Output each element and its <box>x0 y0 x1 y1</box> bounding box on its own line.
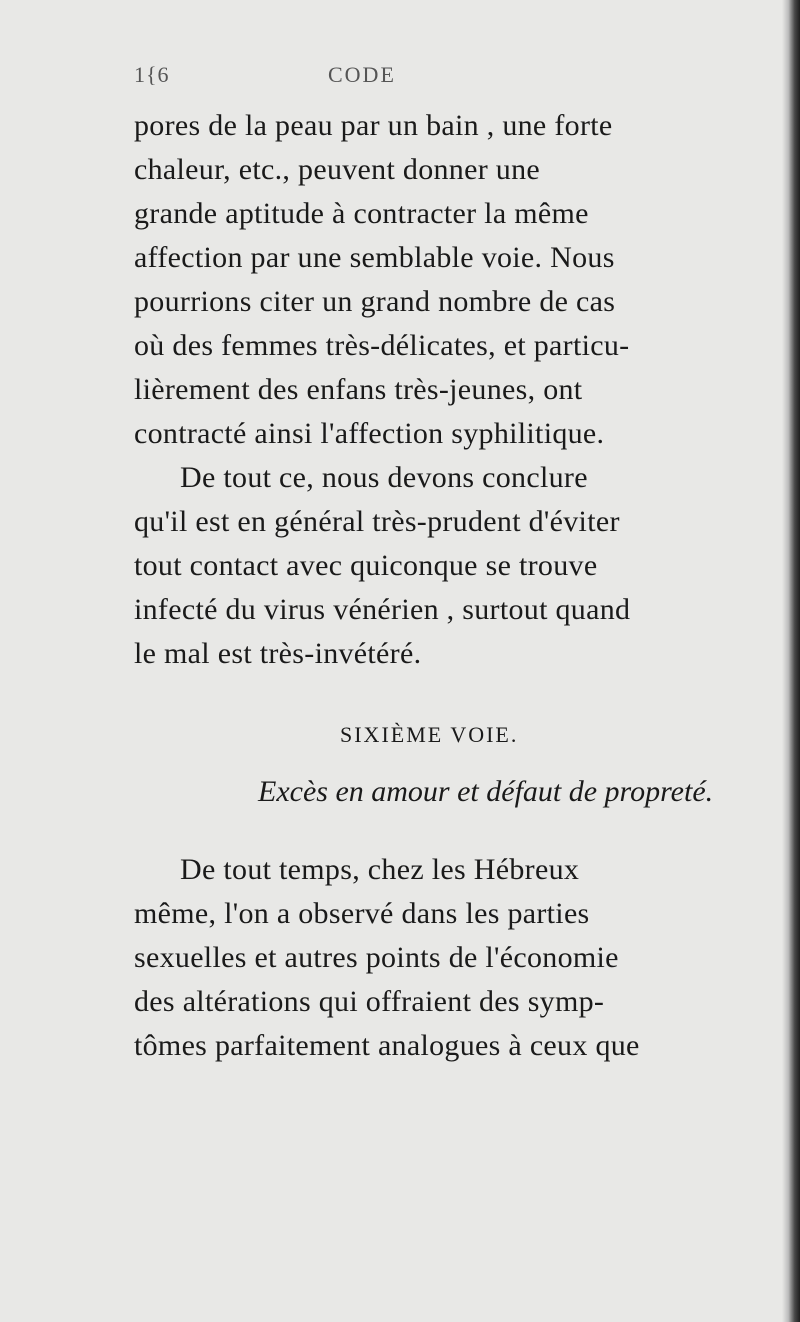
text-line: chaleur, etc., peuvent donner une <box>134 153 541 186</box>
text-line: De tout temps, chez les Hébreux <box>180 853 580 886</box>
text-line: même, l'on a observé dans les parties <box>134 897 590 930</box>
running-head: CODE <box>328 62 396 87</box>
text-line: grande aptitude à contracter la même <box>134 197 589 230</box>
text-line: affection par une semblable voie. Nous <box>134 241 615 274</box>
text-line: pores de la peau par un bain , une forte <box>134 109 613 142</box>
text-line: tout contact avec quiconque se trouve <box>134 549 598 582</box>
text-line: infecté du virus vénérien , surtout quand <box>134 593 631 626</box>
text-line: où des femmes très-délicates, et particu- <box>134 329 630 362</box>
paragraph-1 <box>134 104 774 456</box>
text-line: des altérations qui offraient des symp- <box>134 985 605 1018</box>
section-subtitle: Excès en amour et défaut de propreté. <box>258 775 714 808</box>
section-heading: SIXIÈME VOIE. <box>340 722 519 747</box>
text-line: pourrions citer un grand nombre de cas <box>134 285 616 318</box>
text-line: tômes parfaitement analogues à ceux que <box>134 1029 640 1062</box>
page-number: 1{6 <box>134 62 170 87</box>
text-block <box>134 104 774 1068</box>
text-line: lièrement des enfans très-jeunes, ont <box>134 373 583 406</box>
text-line: qu'il est en général très-prudent d'éviter <box>134 505 620 538</box>
text-line: le mal est très-invétéré. <box>134 637 422 670</box>
paragraph-2 <box>134 456 774 676</box>
book-spine-shadow <box>782 0 800 1322</box>
text-line: De tout ce, nous devons conclure <box>180 461 588 494</box>
text-line: sexuelles et autres points de l'économie <box>134 941 619 974</box>
paragraph-3 <box>134 848 774 1068</box>
text-line: contracté ainsi l'affection syphilitique. <box>134 417 605 450</box>
page-header <box>134 62 734 102</box>
